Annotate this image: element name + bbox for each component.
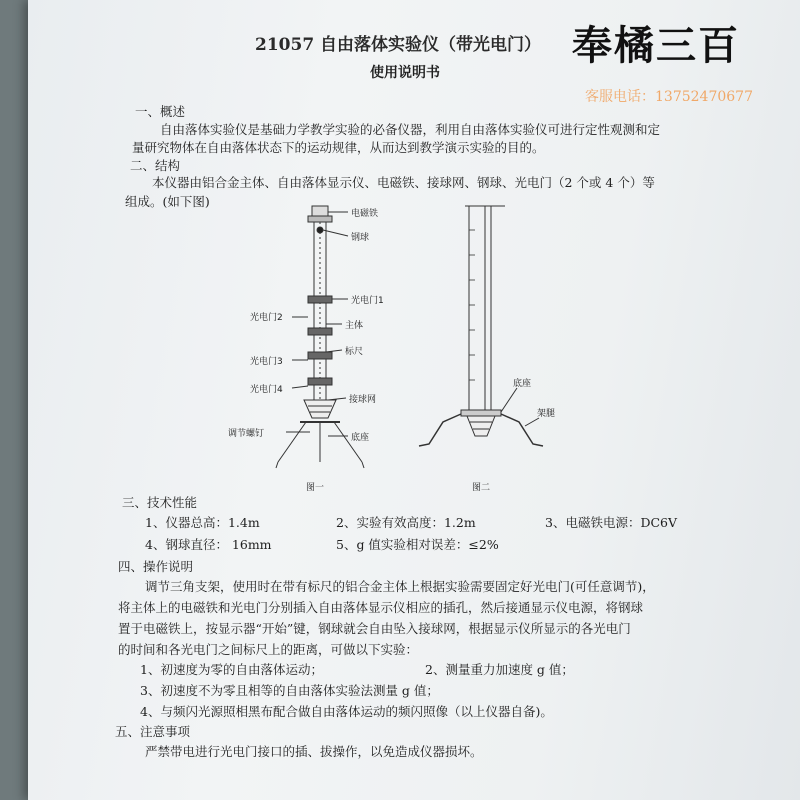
label-base: 底座: [351, 433, 370, 443]
experiment-4: 4、与频闪光源照相黑布配合做自由落体运动的频闪照像（以上仪器自备)。: [140, 704, 553, 719]
structure-heading: 二、结构: [130, 158, 181, 173]
scale-ticks: [469, 230, 475, 380]
experiment-1: 1、初速度为零的自由落体运动；: [140, 662, 323, 677]
gate-1-shape: [308, 296, 332, 303]
label-gate-4: 光电门4: [250, 385, 283, 395]
specs-heading: 三、技术性能: [122, 495, 198, 510]
figure-1-apparatus: [220, 200, 420, 495]
electromagnet-shape: [312, 206, 328, 216]
gate-4-shape: [308, 378, 332, 385]
label-ball: 钢球: [351, 233, 370, 243]
spec-1: 1、仪器总高：1.4m: [145, 515, 260, 530]
figure-2-caption: 图二: [472, 483, 491, 493]
label-base-fig2: 底座: [513, 379, 532, 389]
label-screw: 调节螺钉: [228, 429, 265, 439]
label-scale: 标尺: [345, 347, 364, 357]
overview-line-1: 自由落体实验仪是基础力学教学实验的必备仪器，利用自由落体实验仪可进行定性观测和定: [160, 122, 661, 137]
figure-2-base: [415, 200, 565, 495]
contact-watermark: 客服电话：13752470677: [585, 89, 753, 105]
operation-line-1: 调节三角支架，使用时在带有标尺的铝合金主体上根据实验需要固定好光电门(可任意调节)，: [145, 579, 655, 594]
overview-line-2: 量研究物体在自由落体状态下的运动规律，从而达到教学演示实验的目的。: [132, 140, 545, 155]
experiment-3: 3、初速度不为零且相等的自由落体实验法测量 g 值；: [140, 683, 439, 698]
label-gate-1: 光电门1: [351, 296, 384, 306]
operation-line-3: 置于电磁铁上，按显示器“开始”键，钢球就会自由坠入接球网，根据显示仪所显示的各光电门: [118, 621, 631, 636]
structure-line-2: 组成。(如下图): [125, 194, 210, 209]
spec-3: 3、电磁铁电源：DC6V: [545, 515, 678, 530]
structure-line-1: 本仪器由铝合金主体、自由落体显示仪、电磁铁、接球网、钢球、光电门（2 个或 4 个）等: [152, 175, 655, 190]
label-electromagnet: 电磁铁: [351, 209, 379, 219]
label-legs: 架腿: [537, 409, 556, 419]
catch-net-shape: [304, 400, 336, 418]
label-net: 接球网: [349, 395, 377, 405]
document-subtitle: 使用说明书: [370, 65, 440, 81]
gate-3-shape: [308, 352, 332, 359]
spec-5: 5、g 值实验相对误差：≤2%: [336, 537, 499, 552]
overview-heading: 一、概述: [135, 104, 186, 119]
operation-heading: 四、操作说明: [118, 559, 194, 574]
spec-4: 4、钢球直径： 16mm: [145, 537, 272, 552]
label-gate-3: 光电门3: [250, 357, 283, 367]
document-title: 21057 自由落体实验仪（带光电门）: [255, 35, 542, 55]
steel-ball-shape: [317, 227, 323, 233]
notes-line-1: 严禁带电进行光电门接口的插、拔操作，以免造成仪器损坏。: [145, 744, 483, 759]
label-body: 主体: [345, 321, 364, 331]
notes-heading: 五、注意事项: [115, 724, 191, 739]
spec-2: 2、实验有效高度：1.2m: [336, 515, 476, 530]
brand-watermark: 奉橘三百: [572, 22, 740, 69]
operation-line-4: 的时间和各光电门之间标尺上的距离，可做以下实验：: [118, 642, 419, 657]
label-gate-2: 光电门2: [250, 313, 283, 323]
experiment-2: 2、测量重力加速度 g 值；: [425, 662, 574, 677]
net-shape-fig2: [467, 416, 495, 436]
figure-1-caption: 图一: [306, 483, 325, 493]
gate-2-shape: [308, 328, 332, 335]
operation-line-2: 将主体上的电磁铁和光电门分别插入自由落体显示仪相应的插孔，然后接通显示仪电源，将钢球: [118, 600, 644, 615]
